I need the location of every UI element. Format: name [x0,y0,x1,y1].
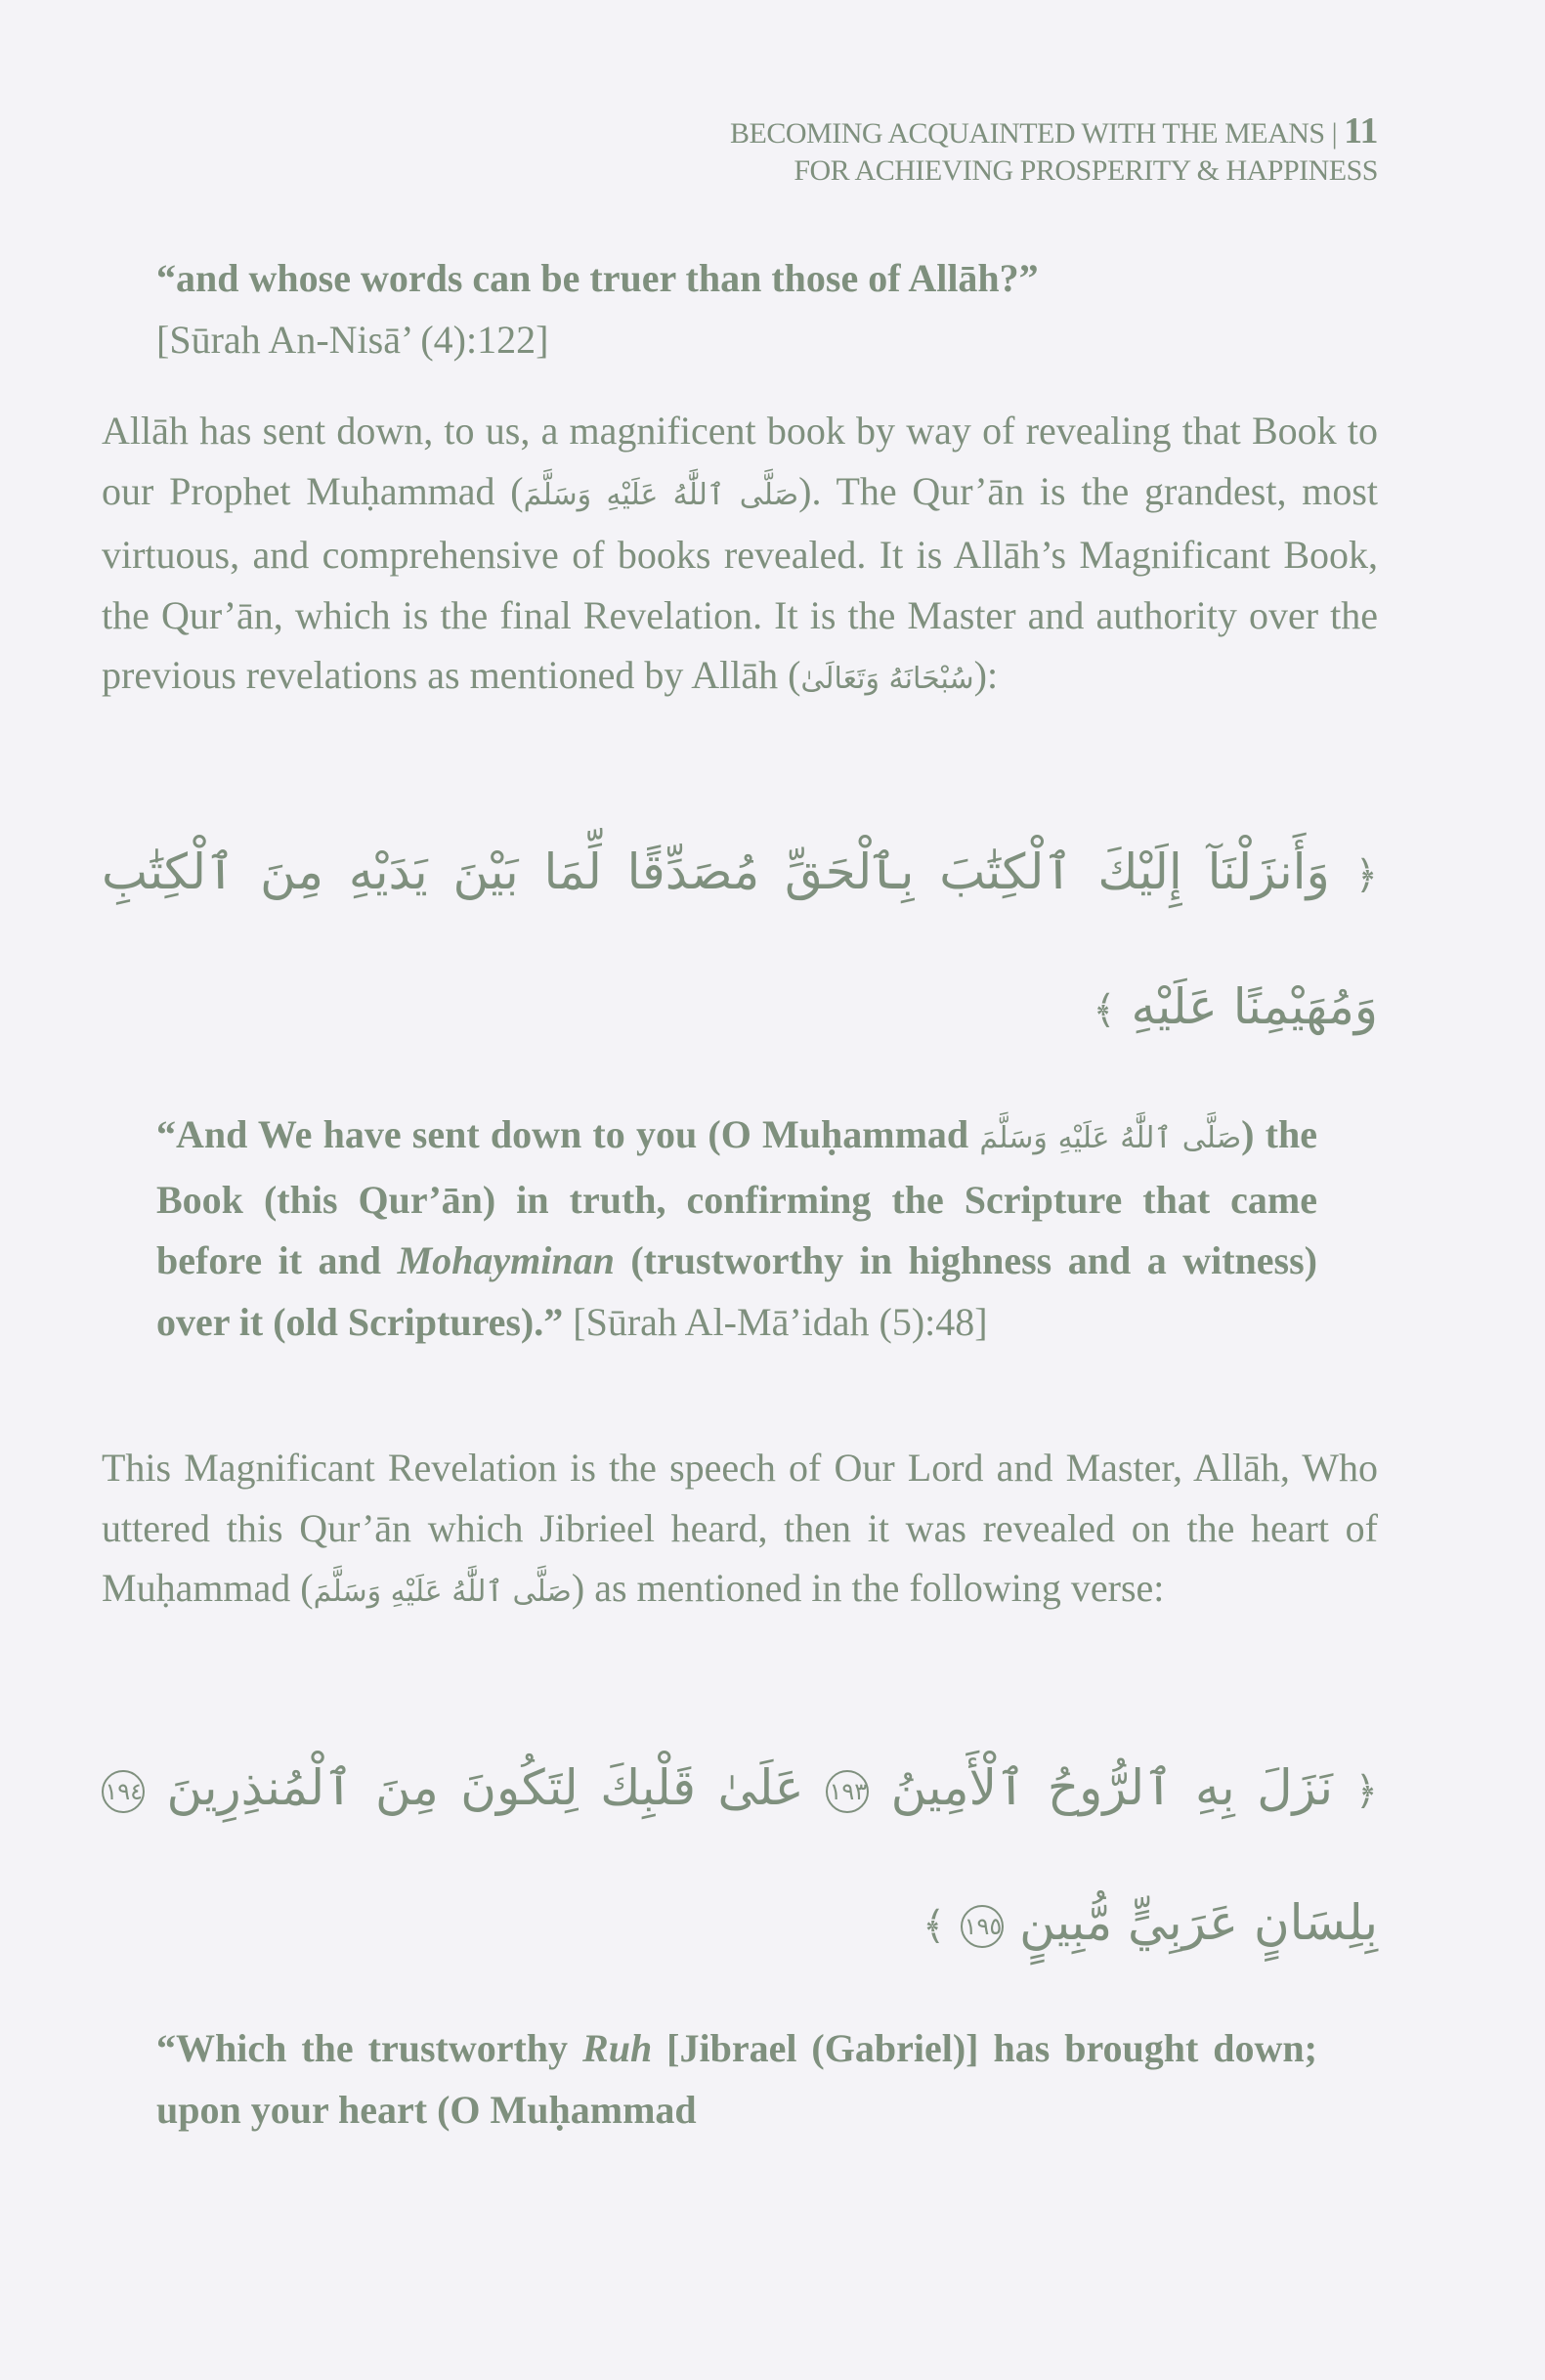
ayah-number-marker: ١٩٥ [961,1905,1004,1948]
ayah-open-ornament: ﴿ [1354,1769,1378,1814]
ayah-open-ornament: ﴿ [1354,853,1378,898]
quote-text: “Which the trustworthy [156,2026,583,2070]
ayah-number-marker: ١٩٣ [826,1770,869,1813]
quote-text: [Jibrael (Gabriel)] has brought down; upon your heart (O Muḥammad [156,2026,1317,2132]
page-number: 11 [1344,110,1378,151]
ayah-close-ornament: ﴾ [1093,988,1116,1033]
ayah-number-marker: ١٩٤ [102,1770,145,1813]
arabic-verse-al-maidah [102,806,1378,1076]
quote-an-nisa [156,248,1317,370]
quote-italic-term: Ruh [582,2026,653,2070]
paragraph-text: ). The Qur’ān is the grandest, most virtuous, and comprehensive of books revealed. It is Allāh’s Magnificant Book, the Qur’ān, which is the final Revelation. It is the Master and authority over the previous revelations as mentioned by Allāh ( [102,468,1379,697]
paragraph-text: This Magnificant Revelation is the speech of Our Lord and Master, Allāh, Who uttered this Qur’ān which Jibrieel heard, then it was revealed on the heart of Muḥammad ( [102,1446,1378,1610]
quote-reference: [Sūrah Al-Mā’idah (5):48] [563,1299,988,1344]
ayah-close-ornament: ﴾ [922,1904,946,1949]
glorification: سُبْحَانَهُ وَتَعَالَىٰ [800,662,974,696]
paragraph-revelation [102,401,1378,710]
paragraph-text: ) as mentioned in the following verse: [571,1566,1165,1610]
quote-ash-shuara [156,2018,1317,2141]
arabic-verse-ash-shuara [102,1722,1378,1992]
paragraph-speech-of-lord [102,1438,1378,1623]
header-title-line2: FOR ACHIEVING PROSPERITY & HAPPINESS [794,154,1378,187]
arabic-verse-text: وَأَنزَلْنَآ إِلَيْكَ ٱلْكِتَٰبَ بِٱلْحَقِّ مُصَدِّقًا لِّمَا بَيْنَ يَدَيْهِ مِنَ ٱلْكِتَٰبِ وَمُهَيْمِنًا عَلَيْهِ [102,844,1378,1035]
honorific: صَلَّى ٱللَّٰهُ عَلَيْهِ وَسَلَّمَ [523,477,799,512]
quote-text: ) the Book (this Qur’ān) in truth, confirming the Scripture that came before it and [156,1112,1318,1282]
quote-text: (trustworthy in highness and a witness) over it (old Scriptures).” [156,1238,1317,1344]
arabic-verse-text: عَلَىٰ قَلْبِكَ لِتَكُونَ مِنَ ٱلْمُنذِرِينَ [166,1759,804,1816]
quote-text: “and whose words can be truer than those of Allāh?” [156,256,1039,300]
quote-text: “And We have sent down to you (O Muḥammad [156,1112,980,1156]
running-header [730,109,1378,152]
arabic-verse-text: بِلِسَانٍ عَرَبِيٍّ مُّبِينٍ [1019,1894,1378,1951]
arabic-verse-text: نَزَلَ بِهِ ٱلرُّوحُ ٱلْأَمِينُ [890,1759,1334,1816]
header-title-line1: BECOMING ACQUAINTED WITH THE MEANS | [730,117,1345,150]
paragraph-text: Allāh has sent down, to us, a magnificent book by way of revealing that Book to our Prophet Muḥammad ( [102,409,1378,513]
honorific: صَلَّى ٱللَّٰهُ عَلَيْهِ وَسَلَّمَ [313,1575,572,1609]
honorific: صَلَّى ٱللَّٰهُ عَلَيْهِ وَسَلَّمَ [979,1121,1242,1155]
quote-reference: [Sūrah An-Nisā’ (4):122] [156,317,549,362]
quote-italic-term: Mohayminan [397,1238,615,1282]
quote-al-maidah [156,1104,1317,1353]
paragraph-text: ): [973,653,999,697]
